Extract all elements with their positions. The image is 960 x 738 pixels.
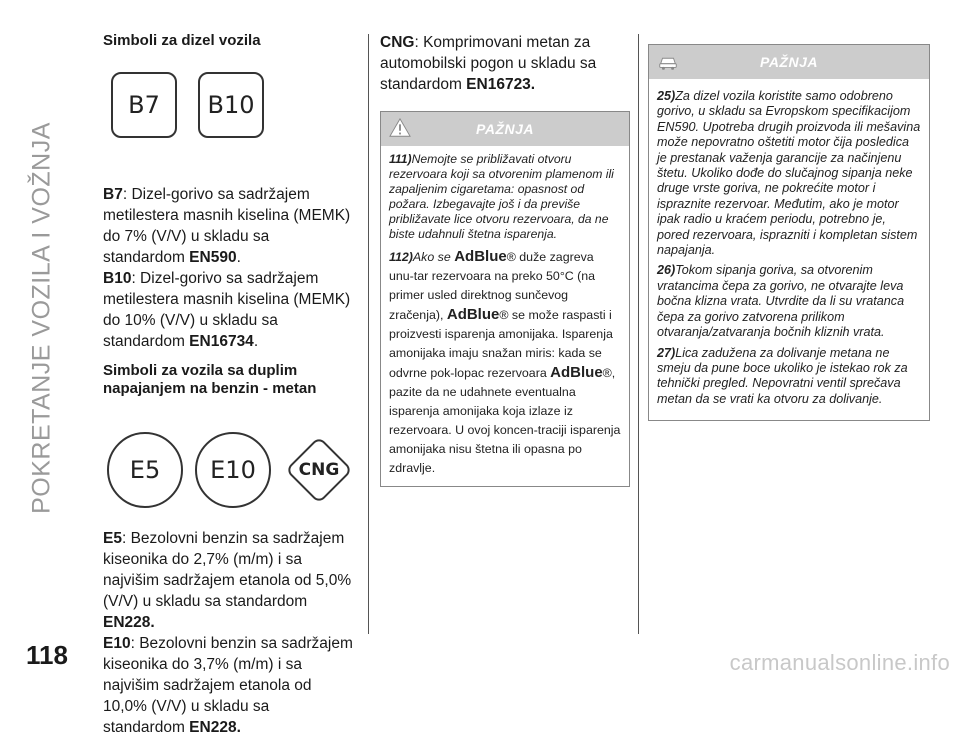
note-111: 111)Nemojte se približavati otvoru rezervoara koji sa otvorenim plamenom ili zapaljenim cigaretama: opasnost od požara. Izbegavajte još i da previše približavate lice otvoru rezervoara, da ne biste udahnuli štetna isparenja. [389, 152, 614, 241]
side-section-title: POKRETANJE VOZILA I VOŽNJA [27, 122, 56, 514]
e10-description: E10: Bezolovni benzin sa sadržajem kiseonika do 3,7% (m/m) i sa najvišim sadržajem etanola od 10,0% (V/V) u skladu sa standardom EN228. [103, 635, 353, 736]
warning-header: PAŽNJA [381, 112, 629, 146]
petrol-methane-symbols [103, 398, 355, 526]
heading-dual-fuel-symbols: Simboli za vozila sa duplim napajanjem na benzin - metan [103, 362, 317, 397]
note-26: 26)Tokom sipanja goriva, sa otvorenim vratancima čepa za gorivo, ne otvarajte leva bočna klizna vrata. Utvrdite da li su vratanca čepa za gorivo zatvorena prilikom otvaranja/zatvaranja bočnih kliznih vrata. [657, 263, 905, 340]
b10-symbol-icon: B10 [198, 72, 264, 138]
heading-diesel-symbols: Simboli za dizel vozila [103, 32, 261, 49]
b7-description: B7: Dizel-gorivo sa sadržajem metilestera masnih kiselina (MEMK) do 7% (V/V) u skladu sa standardom EN590. [103, 186, 351, 266]
car-fuel-warning-icon [657, 50, 679, 72]
b7-symbol-icon: B7 [111, 72, 177, 138]
column-1 [103, 32, 355, 738]
warning-box-fuel-safety [380, 111, 630, 487]
diesel-symbols [103, 50, 355, 160]
note-112: 112)Ako se AdBlue® duže zagreva unu-tar rezervoara na preko 50°C (na primer usled direktnog sunčevog zračenja), AdBlue® se može raspasti i proizvesti isparenja amonijaka. Isparenja amonijaka imaju snažan miris: kada se odvrne pok-lopac rezervoara AdBlue®, pazite da ne udahnete eventualna isparenja amonijaka koja izlaze iz rezervoara. U ovoj koncen-traciji isparenja amonijaka nisu štetna ili opasna po zdravlje. [389, 248, 621, 475]
column-3 [648, 44, 930, 421]
e5-symbol-icon: E5 [107, 432, 183, 508]
e10-symbol-icon: E10 [195, 432, 271, 508]
b10-description: B10: Dizel-gorivo sa sadržajem metilestera masnih kiselina (MEMK) do 10% (V/V) u skladu sa standardom EN16734. [103, 270, 351, 350]
page-number: 118 [26, 640, 68, 670]
note-25: 25)Za dizel vozila koristite samo odobreno gorivo, u skladu sa Evropskom specifikacijom EN590. Upotreba drugih proizvoda ili mešavina može nepovratno oštetiti motor čija posledica je prestanak važenja garancije za načinjenu štetu. Ukoliko dođe do slučajnog sipanja neke druge vrste goriva, ne pokrećite motor i ispraznite rezervoar. Međutim, ako je motor ipak radio u kraćem periodu, potrebno je, pored rezervoara, isprazniti i kompletan sistem napajanja. [657, 89, 921, 258]
warning-triangle-icon [389, 117, 411, 139]
column-divider-2 [638, 34, 639, 634]
cng-symbol-icon: CNG [285, 436, 353, 504]
column-divider-1 [368, 34, 369, 634]
warning-header: PAŽNJA [649, 45, 929, 79]
e5-description: E5: Bezolovni benzin sa sadržajem kiseonika do 2,7% (m/m) i sa najvišim sadržajem etanola od 5,0% (V/V) u skladu sa standardom EN228. [103, 530, 352, 631]
footer-watermark: carmanualsonline.info [729, 650, 950, 675]
note-27: 27)Lica zadužena za dolivanje metana ne smeju da pune boce ukoliko je istekao rok za tehnički pregled. Nepovratni ventil sprečava metan da se vrati ka otvoru za dolivanje. [657, 345, 908, 406]
column-2 [380, 32, 630, 487]
warning-box-fuel-notes [648, 44, 930, 421]
cng-description: CNG: Komprimovani metan za automobilski pogon u skladu sa standardom EN16723. [380, 34, 597, 93]
